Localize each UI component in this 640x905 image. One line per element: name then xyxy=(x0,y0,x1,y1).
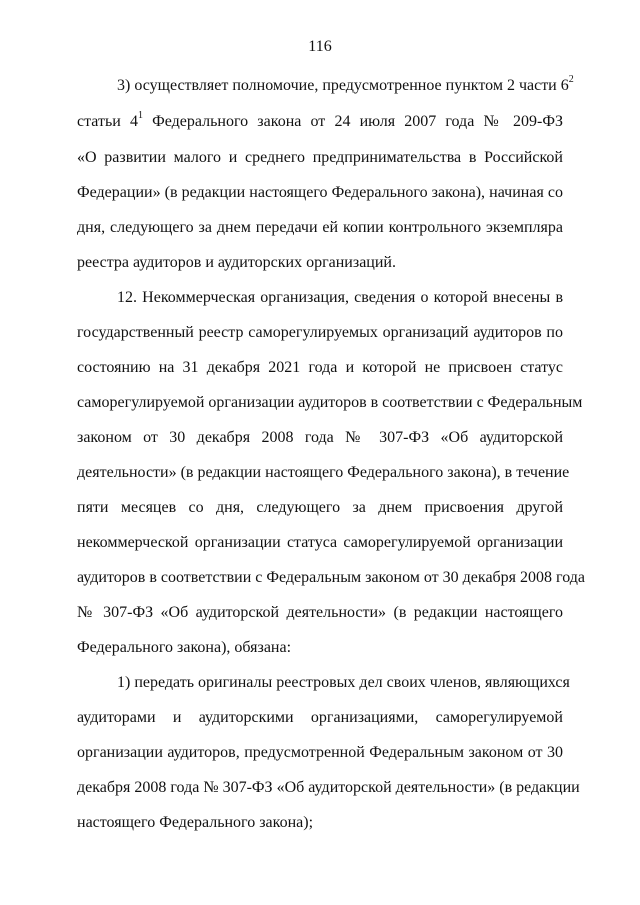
superscript: 2 xyxy=(568,73,574,85)
text-line: состоянию на 31 декабря 2021 года и которой не присвоен статус xyxy=(77,359,563,376)
text-line: некоммерческой организации статуса саморегулируемой организации xyxy=(77,534,563,551)
text-line: 12. Некоммерческая организация, сведения о которой внесены в xyxy=(117,289,563,306)
text-line: Федерального закона), обязана: xyxy=(77,639,292,656)
text-line: аудиторов в соответствии с Федеральным законом от 30 декабря 2008 года xyxy=(77,569,585,586)
text-line: № 307-ФЗ «Об аудиторской деятельности» (в редакции настоящего xyxy=(77,604,563,621)
superscript: 1 xyxy=(137,109,143,121)
text-line: «О развитии малого и среднего предпринимательства в Российской xyxy=(77,149,563,166)
text-span: Федерального закона от 24 июля 2007 года № 209-ФЗ xyxy=(142,113,563,130)
text-line xyxy=(117,73,574,96)
text-line: законом от 30 декабря 2008 года № 307-ФЗ «Об аудиторской xyxy=(77,429,563,446)
text-line: Федерации» (в редакции настоящего Федерального закона), начиная со xyxy=(77,184,563,201)
text-line: пяти месяцев со дня, следующего за днем присвоения другой xyxy=(77,499,563,516)
text-line: государственный реестр саморегулируемых организаций аудиторов по xyxy=(77,324,563,341)
text-span: статьи 4 xyxy=(77,113,138,130)
text-line: 1) передать оригиналы реестровых дел своих членов, являющихся xyxy=(117,674,570,691)
text-line: саморегулируемой организации аудиторов в соответствии с Федеральным xyxy=(77,394,583,411)
text-line: деятельности» (в редакции настоящего Федерального закона), в течение xyxy=(77,464,570,481)
text-line: дня, следующего за днем передачи ей копии контрольного экземпляра xyxy=(77,219,563,236)
text-line: декабря 2008 года № 307-ФЗ «Об аудиторской деятельности» (в редакции xyxy=(77,779,580,796)
page-number: 116 xyxy=(308,38,332,55)
text-span: 3) осуществляет полномочие, предусмотренное пунктом 2 части 6 xyxy=(117,77,569,94)
text-line: аудиторами и аудиторскими организациями, саморегулируемой xyxy=(77,709,563,726)
text-line: реестра аудиторов и аудиторских организаций. xyxy=(77,254,396,271)
text-line xyxy=(77,109,563,132)
text-line: настоящего Федерального закона); xyxy=(77,814,314,831)
text-line: организации аудиторов, предусмотренной Федеральным законом от 30 xyxy=(77,744,563,761)
